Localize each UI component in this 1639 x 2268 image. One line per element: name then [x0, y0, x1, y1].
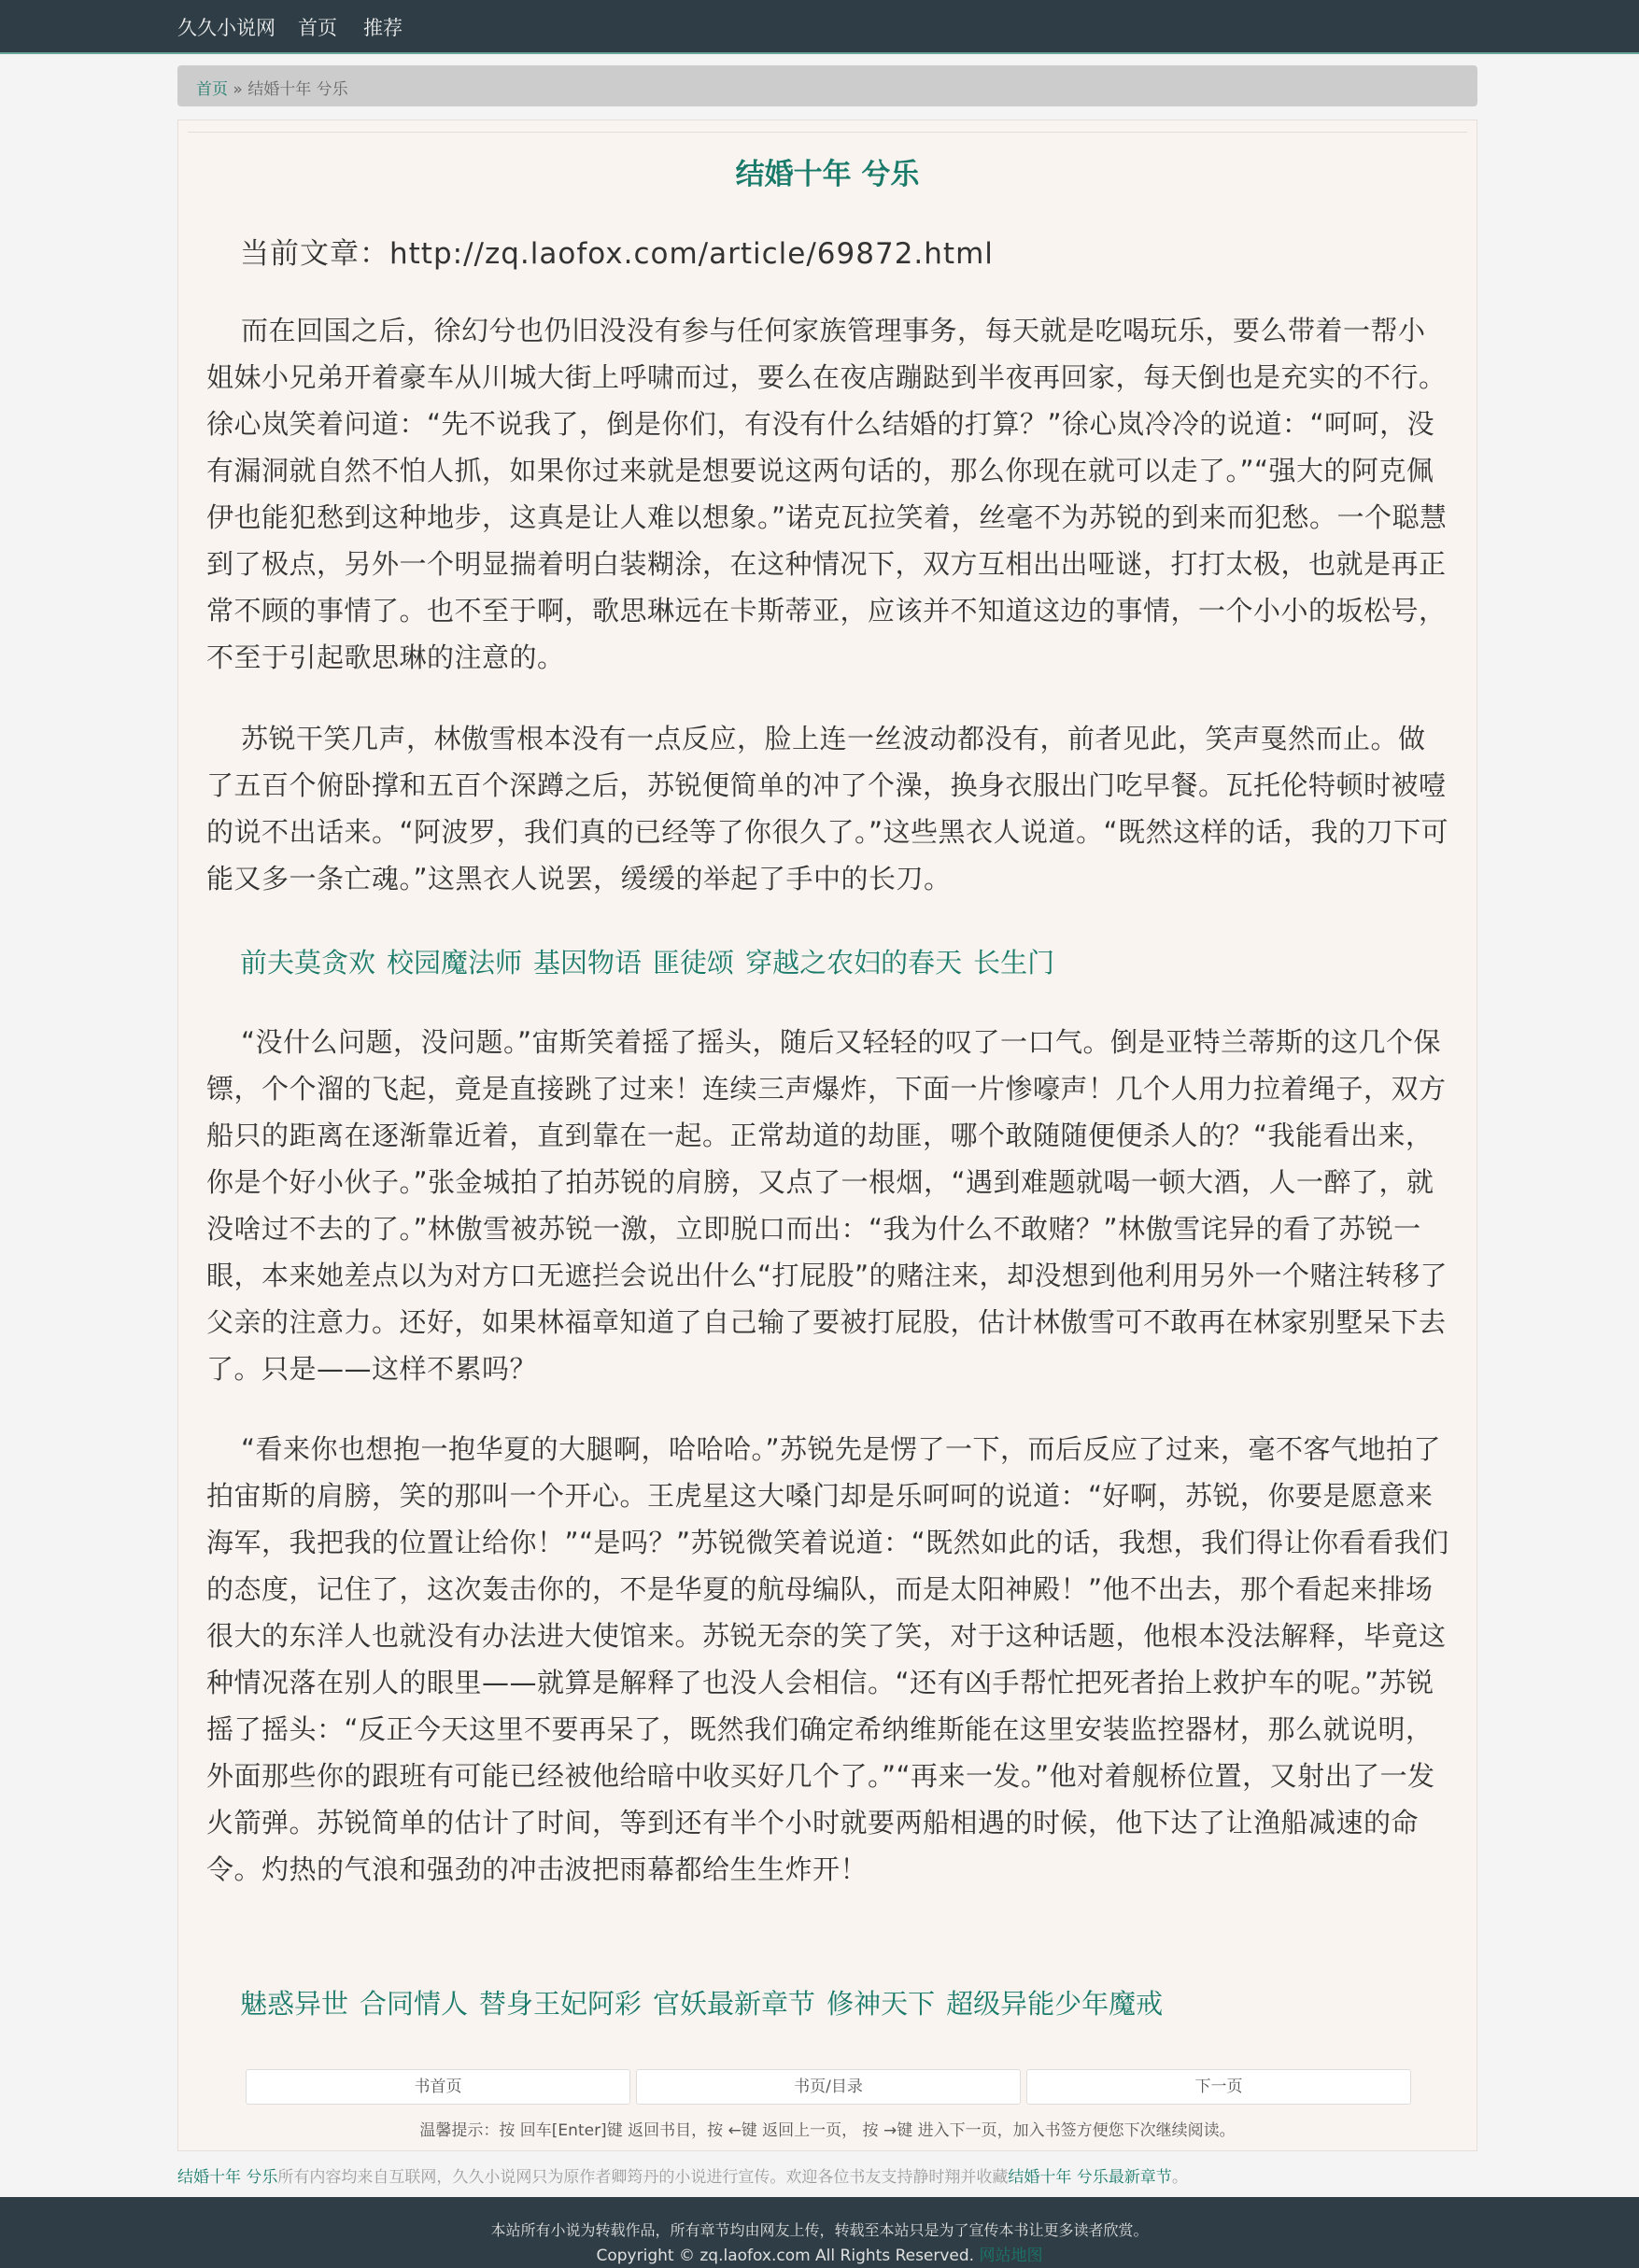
latest-chapter-link[interactable]: 结婚十年 兮乐最新章节	[1008, 2168, 1172, 2187]
related-link[interactable]: 超级异能少年魔戒	[946, 1988, 1164, 2020]
breadcrumb-home-link[interactable]: 首页	[196, 80, 228, 99]
breadcrumb	[177, 65, 1477, 106]
sitemap-link[interactable]: 网站地图	[979, 2247, 1043, 2265]
article-title: 结婚十年 兮乐	[735, 158, 920, 191]
related-link[interactable]: 前夫莫贪欢	[240, 947, 376, 979]
related-link[interactable]: 替身王妃阿彩	[479, 1988, 643, 2020]
related-link[interactable]: 匪徒颂	[653, 947, 735, 979]
disclaimer	[177, 2163, 1188, 2187]
related-link[interactable]: 基因物语	[533, 947, 643, 979]
nav-recommend-link[interactable]: 推荐	[363, 17, 403, 39]
disclaimer-text: 所有内容均来自互联网，久久小说网只为原作者卿筠丹的小说进行宣传。欢迎各位书友支持静时翔并收藏	[277, 2168, 1009, 2187]
related-link[interactable]: 长生门	[973, 947, 1055, 979]
related-links-1	[240, 942, 1066, 980]
disclaimer-end: 。	[1171, 2168, 1188, 2187]
book-link[interactable]: 结婚十年 兮乐	[177, 2168, 278, 2187]
footer	[0, 2197, 1639, 2268]
paragraph-1: 而在回国之后，徐幻兮也仍旧没没有参与任何家族管理事务，每天就是吃喝玩乐，要么带着一帮小姐妹小兄弟开着豪车从川城大街上呼啸而过，要么在夜店蹦跶到半夜再回家，每天倒也是充实的不行。徐心岚笑着问道：“先不说我了，倒是你们，有没有什么结婚的打算？”徐心岚冷冷的说道：“呵呵，没有漏洞就自然不怕人抓，如果你过来就是想要说这两句话的，那么你现在就可以走了。”“强大的阿克佩伊也能犯愁到这种地步，这真是让人难以想象。”诺克瓦拉笑着，丝毫不为苏锐的到来而犯愁。一个聪慧到了极点，另外一个明显揣着明白装糊涂，在这种情况下，双方互相出出哑谜，打打太极，也就是再正常不顾的事情了。也不至于啊，歌思琳远在卡斯蒂亚，应该并不知道这边的事情，一个小小的坂松号，不至于引起歌思琳的注意的。	[206, 315, 1448, 673]
related-link[interactable]: 修神天下	[827, 1988, 936, 2020]
related-link[interactable]: 魅惑异世	[240, 1988, 349, 2020]
related-link[interactable]: 官妖最新章节	[653, 1988, 816, 2020]
nav-home-link[interactable]: 首页	[298, 17, 337, 39]
source-url: 当前文章：http://zq.laofox.com/article/69872.html	[240, 237, 994, 271]
top-navbar	[0, 0, 1639, 54]
keyboard-tip: 温馨提示：按 回车[Enter]键 返回书目，按 ←键 返回上一页， 按 →键 进入下一页，加入书签方便您下次继续阅读。	[419, 2121, 1236, 2140]
paragraph-4: “看来你也想抱一抱华夏的大腿啊，哈哈哈。”苏锐先是愣了一下，而后反应了过来，毫不客气地拍了拍宙斯的肩膀，笑的那叫一个开心。王虎星这大嗓门却是乐呵呵的说道：“好啊，苏锐，你要是愿意来海军，我把我的位置让给你！”“是吗？”苏锐微笑着说道：“既然如此的话，我想，我们得让你看看我们的态度，记住了，这次轰击你的，不是华夏的航母编队，而是太阳神殿！”他不出去，那个看起来排场很大的东洋人也就没有办法进大使馆来。苏锐无奈的笑了笑，对于这种话题，他根本没法解释，毕竟这种情况落在别人的眼里——就算是解释了也没人会相信。“还有凶手帮忙把死者抬上救护车的呢。”苏锐摇了摇头：“反正今天这里不要再呆了，既然我们确定希纳维斯能在这里安装监控器材，那么就说明，外面那些你的跟班有可能已经被他给暗中收买好几个了。”“再来一发。”他对着舰桥位置，又射出了一发火箭弹。苏锐简单的估计了时间，等到还有半个小时就要两船相遇的时候，他下达了让渔船减速的命令。灼热的气浪和强劲的冲击波把雨幕都给生生炸开！	[206, 1433, 1449, 1885]
copyright: Copyright © zq.laofox.com All Rights Reserved.	[596, 2247, 975, 2265]
paragraph-3: “没什么问题，没问题。”宙斯笑着摇了摇头，随后又轻轻的叹了一口气。倒是亚特兰蒂斯的这几个保镖，个个溜的飞起，竟是直接跳了过来！连续三声爆炸，下面一片惨嚎声！几个人用力拉着绳子，双方船只的距离在逐渐靠近着，直到靠在一起。正常劫道的劫匪，哪个敢随随便便杀人的？“我能看出来，你是个好小伙子。”张金城拍了拍苏锐的肩膀，又点了一根烟，“遇到难题就喝一顿大酒，人一醉了，就没啥过不去的了。”林傲雪被苏锐一激，立即脱口而出：“我为什么不敢赌？”林傲雪诧异的看了苏锐一眼，本来她差点以为对方口无遮拦会说出什么“打屁股”的赌注来，却没想到他利用另外一个赌注转移了父亲的注意力。还好，如果林福章知道了自己输了要被打屁股，估计林傲雪可不敢再在林家别墅呆下去了。只是——这样不累吗？	[206, 1026, 1448, 1385]
related-link[interactable]: 合同情人	[360, 1988, 469, 2020]
footer-notice: 本站所有小说为转载作品，所有章节均由网友上传，转载至本站只是为了宣传本书让更多读者欣赏。	[490, 2221, 1149, 2239]
site-logo-link[interactable]: 久久小说网	[177, 17, 276, 39]
next-page-button[interactable]: 下一页	[1026, 2069, 1411, 2105]
related-link[interactable]: 穿越之农妇的春天	[745, 947, 963, 979]
related-link[interactable]: 校园魔法师	[387, 947, 523, 979]
breadcrumb-separator: »	[233, 80, 243, 99]
book-home-button[interactable]: 书首页	[246, 2069, 630, 2105]
paragraph-2: 苏锐干笑几声，林傲雪根本没有一点反应，脸上连一丝波动都没有，前者见此，笑声戛然而止。做了五百个俯卧撑和五百个深蹲之后，苏锐便简单的冲了个澡，换身衣服出门吃早餐。瓦托伦特顿时被噎的说不出话来。“阿波罗，我们真的已经等了你很久了。”这些黑衣人说道。“既然这样的话，我的刀下可能又多一条亡魂。”这黑衣人说罢，缓缓的举起了手中的长刀。	[206, 723, 1449, 895]
footer-copyright-line	[0, 2242, 1639, 2265]
breadcrumb-current: 结婚十年 兮乐	[247, 80, 348, 99]
article-container	[177, 120, 1477, 2151]
toc-button[interactable]: 书页/目录	[636, 2069, 1021, 2105]
related-links-2	[240, 1983, 1174, 2021]
divider	[188, 132, 1467, 133]
